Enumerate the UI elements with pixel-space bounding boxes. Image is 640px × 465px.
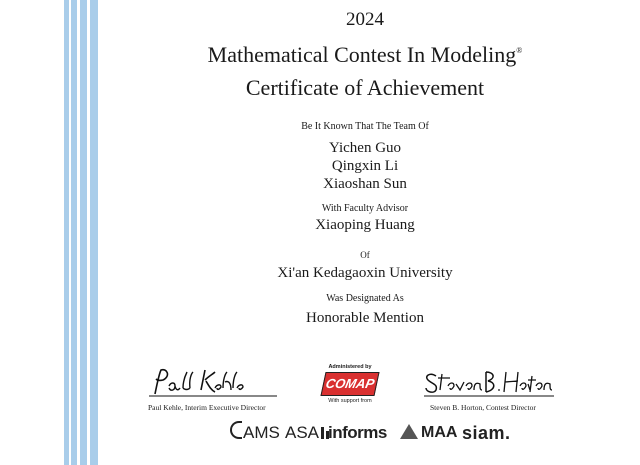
siam-logo-text: siam. — [462, 423, 511, 443]
university-name: Xi'an Kedagaoxin University — [277, 265, 453, 281]
administered-label: Administered by — [328, 364, 372, 370]
certificate — [90, 0, 640, 465]
team-member: Yichen Guo — [328, 140, 402, 156]
award-title: Honorable Mention — [306, 310, 424, 326]
team-member: Qingxin Li — [331, 158, 399, 174]
signature-left-caption: Paul Kehle, Interim Executive Director — [148, 403, 266, 412]
decorative-border-stripes — [0, 0, 100, 465]
siam-logo — [462, 421, 511, 445]
sponsor-logos — [230, 421, 600, 445]
designated-label: Was Designated As — [326, 293, 404, 304]
of-label: Of — [360, 250, 370, 260]
ams-logo-mark — [230, 421, 242, 439]
advisor-label: With Faculty Advisor — [321, 203, 409, 214]
faculty-advisor: Xiaoping Huang — [315, 217, 415, 233]
asa-logo — [285, 421, 329, 445]
contest-name: Mathematical Contest In Modeling — [207, 42, 517, 67]
signature-right-caption: Steven B. Horton, Contest Director — [430, 403, 536, 412]
certificate-year: 2024 — [346, 9, 384, 30]
certificate-subtitle: Certificate of Achievement — [245, 75, 485, 100]
ams-logo-text: AMS — [243, 423, 280, 442]
support-label: With support from — [328, 398, 372, 404]
maa-logo-mark — [400, 424, 418, 439]
known-line: Be It Known That The Team Of — [301, 121, 429, 132]
asa-logo-mark — [321, 427, 324, 439]
asa-logo-text: ASA — [285, 423, 320, 442]
comap-block — [315, 364, 385, 404]
informs-logo-text: informs — [328, 423, 387, 442]
comap-logo: COMAP — [320, 372, 379, 396]
maa-logo-text: MAA — [421, 424, 458, 441]
signature-right — [420, 366, 560, 400]
signature-left — [145, 366, 285, 400]
team-member: Xiaoshan Sun — [323, 176, 407, 192]
contest-title — [90, 42, 640, 68]
registered-mark: ® — [516, 46, 523, 55]
ams-logo — [230, 421, 280, 445]
informs-logo — [328, 421, 387, 445]
maa-logo — [400, 421, 457, 445]
